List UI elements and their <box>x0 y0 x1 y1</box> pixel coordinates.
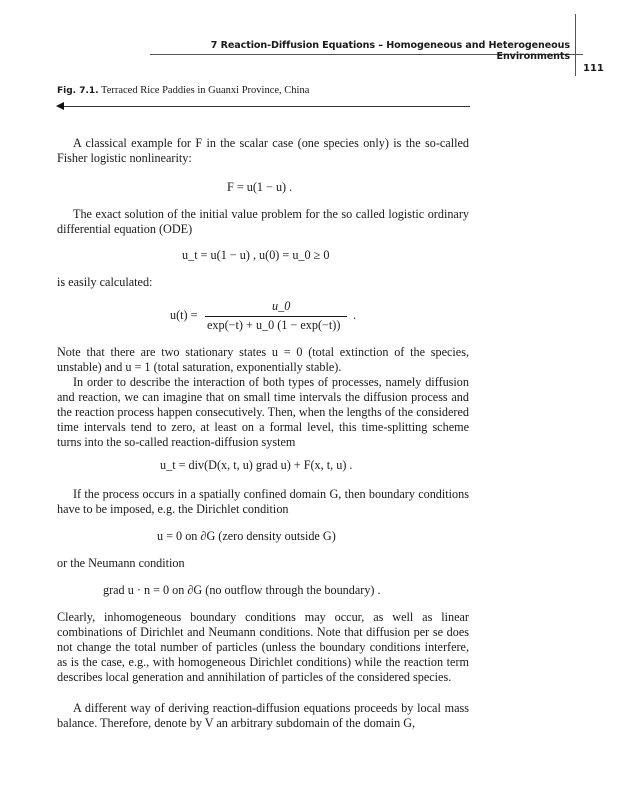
caption-pointer-line <box>60 106 470 107</box>
running-title: 7 Reaction-Diffusion Equations – Homogeneous and Heterogeneous Environments <box>210 40 570 62</box>
equation-fisher: F = u(1 − u) . <box>227 180 293 194</box>
paragraph-easily-calculated: is easily calculated: <box>57 275 153 289</box>
equation-logistic-ode: u_t = u(1 − u) , u(0) = u_0 ≥ 0 <box>182 248 330 262</box>
page-number: 111 <box>583 63 604 74</box>
paragraph-mass-balance: A different way of deriving reaction-diffusion equations proceeds by local mass balance. Therefore, denote by V an arbitrary subdomain of the domain G, <box>57 701 469 731</box>
paragraph-logistic-ode: The exact solution of the initial value problem for the so called logistic ordinary differential equation (ODE) <box>57 207 469 237</box>
equation-solution-period: . <box>353 308 357 322</box>
equation-solution-denominator: exp(−t) + u_0 (1 − exp(−t)) <box>207 318 341 332</box>
caption-pointer-arrow-icon <box>56 102 64 110</box>
paragraph-neumann-intro: or the Neumann condition <box>57 556 185 570</box>
paragraph-fisher: A classical example for F in the scalar case (one species only) is the so-called Fisher logistic nonlinearity: <box>57 136 469 166</box>
paragraph-boundary: If the process occurs in a spatially confined domain G, then boundary conditions have to be imposed, e.g. the Dirichlet condition <box>57 487 469 517</box>
figure-caption <box>57 85 309 96</box>
equation-solution-lhs: u(t) = <box>170 308 198 322</box>
page-rule-vertical <box>575 14 576 76</box>
equation-reaction-diffusion: u_t = div(D(x, t, u) grad u) + F(x, t, u) . <box>160 458 353 472</box>
equation-solution-numerator: u_0 <box>272 299 291 313</box>
paragraph-interaction: In order to describe the interaction of both types of processes, namely diffusion and reaction, we can imagine that on small time intervals the diffusion process and the reaction process happen consecutively. Then, when the lengths of the considered time intervals tend to zero, at least on a formal level, this time-splitting scheme turns into the so-called reaction-diffusion system <box>57 375 469 450</box>
figure-caption-label: Fig. 7.1. <box>57 86 99 96</box>
equation-neumann: grad u · n = 0 on ∂G (no outflow through the boundary) . <box>103 583 381 597</box>
equation-solution-fraction-bar <box>205 316 347 317</box>
paragraph-stationary-states: Note that there are two stationary states u = 0 (total extinction of the species, unstable) and u = 1 (total saturation, exponentially stable). <box>57 345 469 375</box>
equation-dirichlet: u = 0 on ∂G (zero density outside G) <box>157 529 336 543</box>
paragraph-inhomogeneous: Clearly, inhomogeneous boundary conditions may occur, as well as linear combinations of Dirichlet and Neumann conditions. Note that diffusion per se does not change the total number of particles (unless the boundary conditions interfere, as is the case, e.g., with homogeneous Dirichlet conditions) while the reaction term describes local generation and annihilation of particles of the considered species. <box>57 610 469 685</box>
figure-caption-text: Terraced Rice Paddies in Guanxi Province, China <box>101 85 310 96</box>
